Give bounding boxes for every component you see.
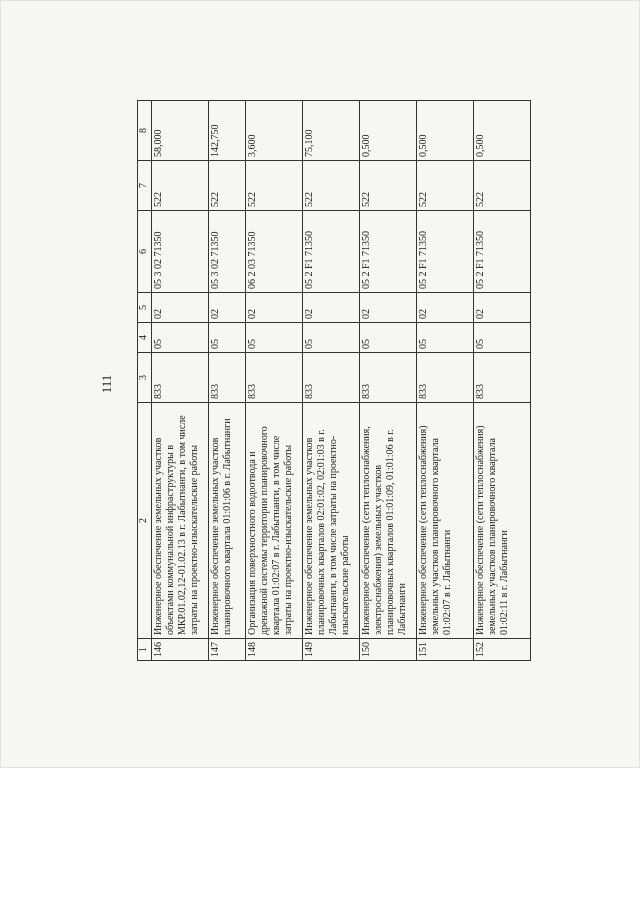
cell-c3: 833 — [303, 353, 360, 403]
cell-amount: 0,500 — [360, 101, 417, 161]
row-description: Инженерное обеспечение (сети теплоснабжения) земельных участков планировочного квартала 01:02:11 в г. Лабытнанги — [474, 403, 531, 639]
table-row — [152, 101, 209, 661]
cell-c7: 522 — [246, 161, 303, 211]
column-header: 7 — [138, 161, 152, 211]
row-number: 148 — [246, 639, 303, 661]
cell-c3: 833 — [417, 353, 474, 403]
cell-c4: 05 — [152, 323, 209, 353]
row-number: 151 — [417, 639, 474, 661]
cell-c3: 833 — [474, 353, 531, 403]
cell-c5: 02 — [360, 293, 417, 323]
budget-table — [137, 100, 531, 661]
table-row — [209, 101, 246, 661]
column-header: 4 — [138, 323, 152, 353]
cell-amount: 142,750 — [209, 101, 246, 161]
cell-c3: 833 — [152, 353, 209, 403]
cell-amount: 58,000 — [152, 101, 209, 161]
cell-c6: 05 2 F1 71350 — [303, 211, 360, 293]
cell-c7: 522 — [303, 161, 360, 211]
cell-amount: 0,500 — [474, 101, 531, 161]
cell-c6: 05 3 02 71350 — [152, 211, 209, 293]
cell-c4: 05 — [246, 323, 303, 353]
cell-c4: 05 — [417, 323, 474, 353]
cell-c3: 833 — [209, 353, 246, 403]
cell-c5: 02 — [152, 293, 209, 323]
row-description: Инженерное обеспечение (сети теплоснабжения) земельных участков планировочного квартала 01:02:07 в г. Лабытнанги — [417, 403, 474, 639]
row-number: 147 — [209, 639, 246, 661]
cell-c3: 833 — [360, 353, 417, 403]
cell-c5: 02 — [303, 293, 360, 323]
cell-c4: 05 — [474, 323, 531, 353]
cell-c4: 05 — [360, 323, 417, 353]
page-number: 111 — [99, 374, 114, 394]
blank-margin — [0, 768, 640, 905]
cell-amount: 75,100 — [303, 101, 360, 161]
column-header: 6 — [138, 211, 152, 293]
row-number: 152 — [474, 639, 531, 661]
table-row — [417, 101, 474, 661]
cell-c7: 522 — [209, 161, 246, 211]
cell-c7: 522 — [152, 161, 209, 211]
cell-amount: 3,600 — [246, 101, 303, 161]
row-number: 149 — [303, 639, 360, 661]
row-description: Инженерное обеспечение земельных участков планировочных кварталов 02:01:02, 02:01:03 в г. Лабытнанги, в том числе затраты на проектно-изыскательские работы — [303, 403, 360, 639]
column-header: 2 — [138, 403, 152, 639]
row-description: Организация поверхностного водоотвода и дренажной системы территории планировочного квартала 01:02:07 в г. Лабытнанги, в том числе затраты на проектно-изыскательские работы — [246, 403, 303, 639]
cell-c6: 06 2 03 71350 — [246, 211, 303, 293]
row-description: Инженерное обеспечение земельных участков планировочного квартала 01:01:06 в г. Лабытнанги — [209, 403, 246, 639]
cell-c5: 02 — [474, 293, 531, 323]
row-description: Инженерное обеспечение земельных участков объектами коммунальной инфраструктуры в МКР.01.02,12-01.02.13 в г. Лабытнанги, в том числе затраты на проектно-изыскательские работы — [152, 403, 209, 639]
row-number: 150 — [360, 639, 417, 661]
table-row — [303, 101, 360, 661]
column-header: 1 — [138, 639, 152, 661]
table-row — [360, 101, 417, 661]
cell-c4: 05 — [209, 323, 246, 353]
row-number: 146 — [152, 639, 209, 661]
cell-c3: 833 — [246, 353, 303, 403]
table-row — [474, 101, 531, 661]
row-description: Инженерное обеспечение (сети теплоснабжения, электроснабжения) земельных участков планировочных кварталов 01:01:09, 01:01:06 в г. Лабытнанги — [360, 403, 417, 639]
cell-c6: 05 2 F1 71350 — [417, 211, 474, 293]
table-header-row — [138, 101, 152, 661]
cell-c6: 05 3 02 71350 — [209, 211, 246, 293]
cell-c5: 02 — [246, 293, 303, 323]
column-header: 8 — [138, 101, 152, 161]
cell-c7: 522 — [474, 161, 531, 211]
rotated-document-page — [85, 59, 555, 709]
column-header: 3 — [138, 353, 152, 403]
cell-c6: 05 2 F1 71350 — [474, 211, 531, 293]
cell-c4: 05 — [303, 323, 360, 353]
column-header: 5 — [138, 293, 152, 323]
table-row — [246, 101, 303, 661]
cell-c5: 02 — [209, 293, 246, 323]
cell-amount: 0,500 — [417, 101, 474, 161]
cell-c7: 522 — [360, 161, 417, 211]
cell-c5: 02 — [417, 293, 474, 323]
cell-c7: 522 — [417, 161, 474, 211]
cell-c6: 05 2 F1 71350 — [360, 211, 417, 293]
